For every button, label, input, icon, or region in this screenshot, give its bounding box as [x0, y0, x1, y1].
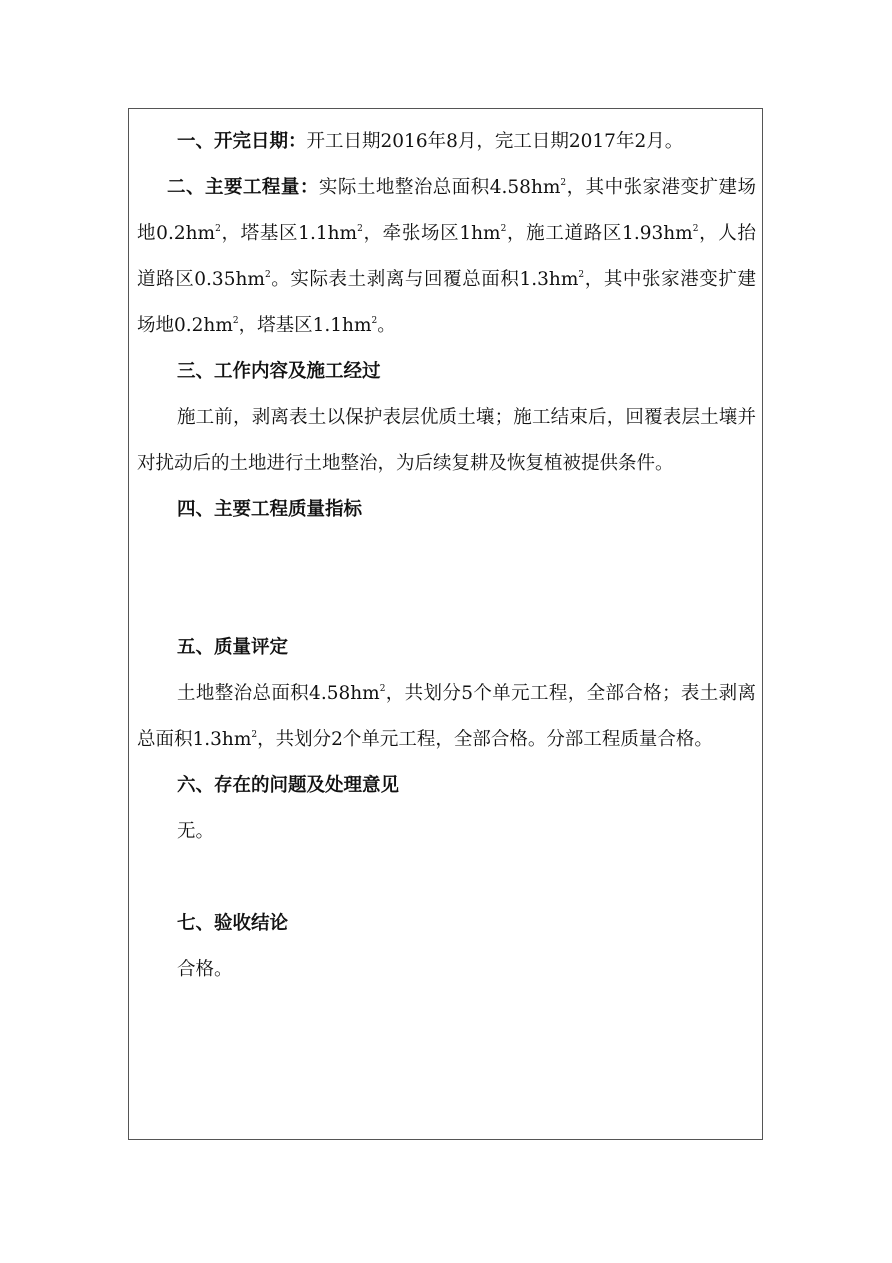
section-issues-text: 无。: [177, 821, 215, 842]
unit-superscript: 2: [264, 270, 271, 280]
quantities-text-3: ，塔基区1.1hm: [220, 223, 358, 244]
unit-superscript: 2: [578, 270, 585, 280]
quantities-text-10: 。: [377, 315, 396, 336]
quantities-text-4: ，牵张场区1hm: [362, 223, 501, 244]
quantities-text-1: 实际土地整治总面积4.58hm: [318, 177, 561, 198]
unit-superscript: 2: [251, 730, 258, 740]
quantities-text-5: ，施工道路区1.93hm: [506, 223, 693, 244]
unit-superscript: 2: [357, 224, 363, 234]
section-work-text: 施工前，剥离表土以保护表层优质土壤；施工结束后，回覆表层土壤并对扰动后的土地进行土地整治，为后续复耕及恢复植被提供条件。: [137, 407, 756, 474]
section-evaluation-heading: 五、质量评定: [177, 637, 289, 658]
blank-space: [137, 855, 756, 901]
unit-superscript: 2: [371, 316, 378, 326]
section-quantities: [137, 165, 756, 349]
blank-space: [137, 533, 756, 625]
quantities-text-2: ，其中张家港变扩建场地0.2hm: [137, 177, 756, 244]
section-conclusion-heading: 七、验收结论: [177, 913, 289, 934]
quantities-text-6: ，人抬道路区0.35hm: [137, 223, 756, 290]
evaluation-text-2: ，共划分5个单元工程，全部合格；表土剥离总面积1.3hm: [137, 683, 756, 750]
document-content: [137, 119, 756, 993]
document-frame: [128, 108, 763, 1140]
quantities-text-7: 。实际表土剥离与回覆总面积1.3hm: [270, 269, 579, 290]
quantities-text-8: ，其中张家港变扩建场地0.2hm: [137, 269, 756, 336]
section-dates: [137, 119, 756, 165]
section-dates-text: 开工日期2016年8月，完工日期2017年2月。: [306, 131, 684, 152]
unit-superscript: 2: [379, 684, 386, 694]
evaluation-text-3: ，共划分2个单元工程，全部合格。分部工程质量合格。: [257, 729, 713, 750]
unit-superscript: 2: [560, 178, 567, 188]
section-evaluation-text: [137, 671, 756, 763]
evaluation-text-1: 土地整治总面积4.58hm: [177, 683, 380, 704]
section-quality-indicators-heading: 四、主要工程质量指标: [177, 499, 363, 520]
section-work-heading: 三、工作内容及施工经过: [177, 361, 381, 382]
quantities-text-9: ，塔基区1.1hm: [238, 315, 372, 336]
section-quantities-heading: 二、主要工程量：: [167, 177, 319, 198]
section-dates-heading: 一、开完日期：: [177, 131, 307, 152]
section-conclusion-text: 合格。: [177, 959, 233, 980]
unit-superscript: 2: [215, 224, 221, 234]
section-issues-heading: 六、存在的问题及处理意见: [177, 775, 400, 796]
unit-superscript: 2: [232, 316, 239, 326]
unit-superscript: 2: [500, 224, 507, 234]
unit-superscript: 2: [692, 224, 699, 234]
